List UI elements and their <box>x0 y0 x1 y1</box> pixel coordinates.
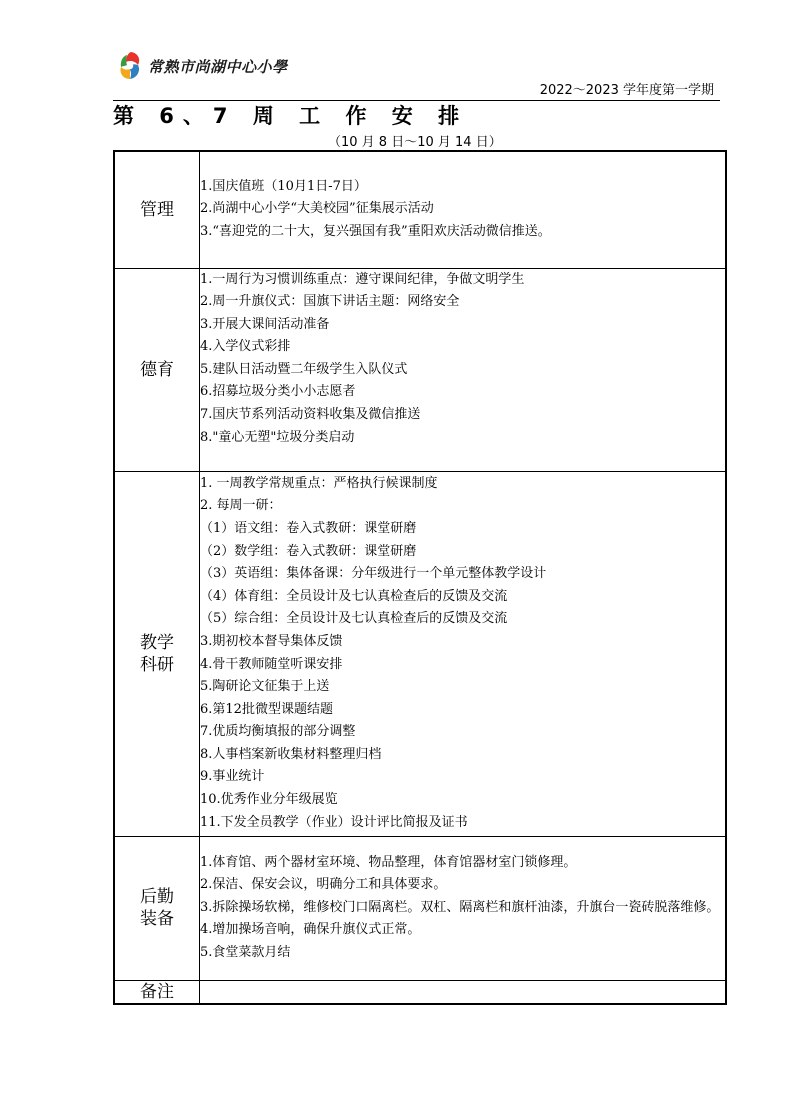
category-cell <box>114 268 200 471</box>
category-label-line-2: 科研 <box>140 654 174 675</box>
list-item: （3）英语组：集体备课：分年级进行一个单元整体教学设计 <box>200 566 547 582</box>
term-label: 2022～2023 学年度第一学期 <box>539 83 714 98</box>
category-cell <box>114 836 200 980</box>
list-item: 5.陶研论文征集于上送 <box>200 679 330 695</box>
category-label: 管理 <box>140 199 174 220</box>
list-item: 2.周一升旗仪式：国旗下讲话主题：网络安全 <box>200 294 460 310</box>
list-item: （5）综合组：全员设计及七认真检查后的反馈及交流 <box>200 611 508 627</box>
school-logo-icon <box>118 49 144 83</box>
list-item: 3.开展大课间活动准备 <box>200 316 330 332</box>
list-item: 1.一周行为习惯训练重点：遵守课间纪律，争做文明学生 <box>200 271 525 287</box>
category-cell <box>114 151 200 268</box>
category-cell <box>114 471 200 836</box>
list-item: 5.食堂菜款月结 <box>200 944 291 960</box>
list-item: 4.增加操场音响，确保升旗仪式正常。 <box>200 922 421 938</box>
list-item: 1.体育馆、两个器材室环境、物品整理，体育馆器材室门锁修理。 <box>200 854 577 870</box>
list-item: 7.国庆节系列活动资料收集及微信推送 <box>200 407 421 423</box>
list-item: 3.期初校本督导集体反馈 <box>200 633 343 649</box>
section-row-logistics <box>114 836 726 980</box>
list-item: （2）数学组：卷入式教研：课堂研磨 <box>200 543 417 559</box>
category-label-line-2: 装备 <box>140 909 174 929</box>
section-row-management <box>114 151 726 268</box>
list-item: 11.下发全员教学（作业）设计评比简报及证书 <box>200 814 468 830</box>
date-range: （10 月 8 日～10 月 14 日） <box>328 135 502 150</box>
list-item: 3.拆除操场软梯，维修校门口隔离栏。双杠、隔离栏和旗杆油漆，升旗台一瓷砖脱落维修。 <box>200 899 720 915</box>
content-cell <box>200 471 727 836</box>
list-item: 2.尚湖中心小学“大美校园”征集展示活动 <box>200 201 434 217</box>
page-title: 第 6、7 周 工 作 安 排 <box>113 104 469 128</box>
work-schedule-table <box>113 150 727 1005</box>
list-item: 6.招募垃圾分类小小志愿者 <box>200 384 356 400</box>
list-item: 9.事业统计 <box>200 769 265 785</box>
list-item: （4）体育组：全员设计及七认真检查后的反馈及交流 <box>200 588 508 604</box>
content-cell <box>200 836 727 980</box>
list-item: 4.骨干教师随堂听课安排 <box>200 656 343 672</box>
list-item: 6.第12批微型课题结题 <box>200 701 333 717</box>
list-item: 8.人事档案新收集材料整理归档 <box>200 746 382 762</box>
list-item: 10.优秀作业分年级展览 <box>200 792 338 808</box>
remarks-content-cell <box>200 980 727 1004</box>
school-logo <box>118 46 288 86</box>
category-label-line-1: 教学 <box>140 632 174 653</box>
list-item: 2.保洁、保安会议，明确分工和具体要求。 <box>200 877 447 893</box>
section-row-remarks <box>114 980 726 1004</box>
list-item: 1. 一周教学常规重点：严格执行候课制度 <box>200 475 438 491</box>
list-item: 1.国庆值班（10月1日-7日） <box>200 178 367 194</box>
category-label: 备注 <box>140 981 174 1002</box>
category-label-line-1: 后勤 <box>140 887 174 907</box>
content-cell <box>200 151 727 268</box>
school-name: 常熟市尚湖中心小學 <box>148 57 288 76</box>
list-item: 3.“喜迎党的二十大，复兴强国有我”重阳欢庆活动微信推送。 <box>200 224 551 240</box>
list-item: 7.优质均衡填报的部分调整 <box>200 724 356 740</box>
list-item: （1）语文组：卷入式教研：课堂研磨 <box>200 520 417 536</box>
section-row-teaching-research <box>114 471 726 836</box>
list-item: 5.建队日活动暨二年级学生入队仪式 <box>200 361 408 377</box>
list-item: 4.入学仪式彩排 <box>200 339 291 355</box>
list-item: 2. 每周一研： <box>200 498 282 514</box>
section-row-moral-education <box>114 268 726 471</box>
category-cell <box>114 980 200 1004</box>
content-cell <box>200 268 727 471</box>
category-label: 德育 <box>140 359 174 380</box>
list-item: 8."童心无塑"垃圾分类启动 <box>200 429 355 445</box>
